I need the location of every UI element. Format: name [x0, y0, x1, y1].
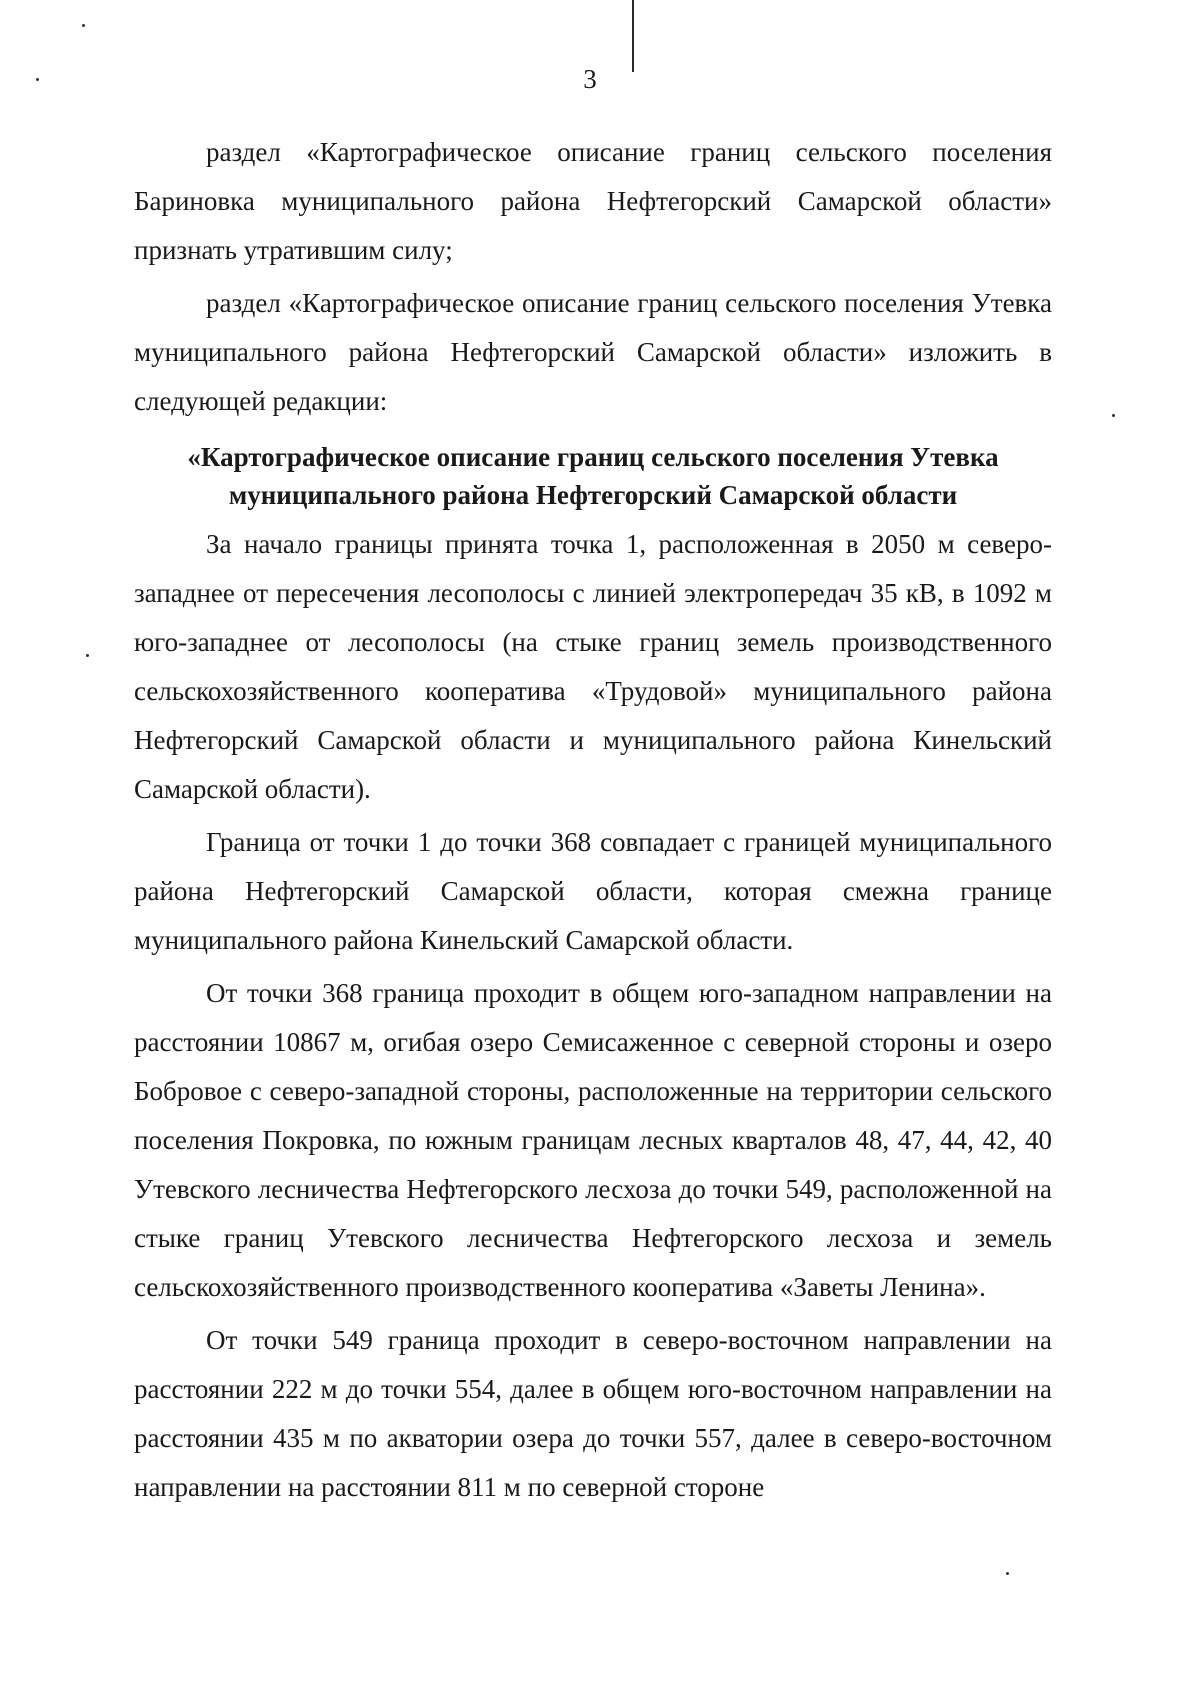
section-title-line-1: «Картографическое описание границ сельского поселения Утевка	[187, 442, 999, 472]
paragraph-bariovka: раздел «Картографическое описание границ сельского поселения Бариновка муниципального района Нефтегорский Самарской области» признать утратившим силу;	[134, 137, 1052, 265]
paragraph-utevka-intro: раздел «Картографическое описание границ сельского поселения Утевка муниципального района Нефтегорский Самарской области» изложить в следующей редакции:	[134, 288, 1052, 416]
section-title-line-2: муниципального района Нефтегорский Самарской области	[228, 480, 958, 510]
paragraph-border-368-549: От точки 368 граница проходит в общем юго-западном направлении на расстоянии 10867 м, огибая озеро Семисаженное с северной стороны и озеро Бобровое с северо-западной стороны, расположенные на территории сельского поселения Покровка, по южным границам лесных кварталов 48, 47, 44, 42, 40 Утевского лесничества Нефтегорского лесхоза до точки 549, расположенной на стыке границ Утевского лесничества Нефтегорского лесхоза и земель сельскохозяйственного производственного кооператива «Заветы Ленина».	[134, 978, 1052, 1302]
scan-artifact-line	[632, 0, 634, 72]
paragraph-start-point: За начало границы принята точка 1, расположенная в 2050 м северо-западнее от пересечения лесополосы с линией электропередач 35 кВ, в 1092 м юго-западнее от лесополосы (на стыке границ земель производственного сельскохозяйственного кооператива «Трудовой» муниципального района Нефтегорский Самарской области и муниципального района Кинельский Самарской области).	[134, 529, 1052, 804]
document-body	[134, 128, 1052, 1516]
section-title	[134, 430, 1052, 520]
page-number: 3	[583, 64, 597, 94]
scan-speck	[36, 78, 39, 81]
scan-speck	[86, 654, 89, 657]
paragraph-border-549-557: От точки 549 граница проходит в северо-восточном направлении на расстоянии 222 м до точки 554, далее в общем юго-восточном направлении на расстоянии 435 м по акватории озера до точки 557, далее в северо-восточном направлении на расстоянии 811 м по северной стороне	[134, 1325, 1052, 1502]
scan-speck	[82, 24, 85, 27]
paragraph-border-1-368: Граница от точки 1 до точки 368 совпадает с границей муниципального района Нефтегорский Самарской области, которая смежна границе муниципального района Кинельский Самарской области.	[134, 827, 1052, 955]
scan-speck	[1112, 414, 1115, 417]
scan-speck	[1006, 1572, 1009, 1575]
